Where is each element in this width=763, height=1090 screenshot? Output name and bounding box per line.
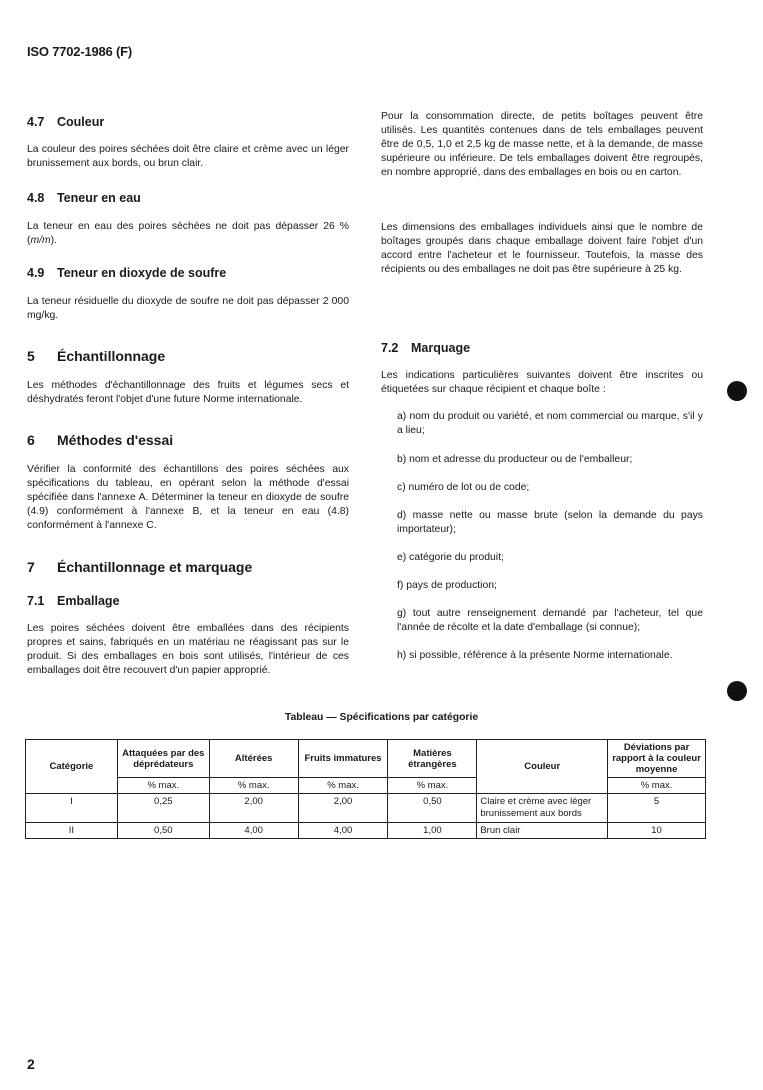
section-title: Marquage — [411, 341, 471, 355]
marking-item-c: c) numéro de lot ou de code; — [397, 482, 530, 493]
text-part: ). — [50, 235, 58, 246]
section-6-heading — [27, 432, 349, 448]
marking-item-h: h) si possible, référence à la présente Norme internationale. — [397, 650, 673, 661]
table-cell: Brun clair — [477, 823, 608, 839]
section-number: 4.9 — [27, 266, 45, 280]
section-number: 7.2 — [381, 341, 399, 355]
unit-cell: % max. — [209, 778, 298, 794]
specification-table — [25, 739, 706, 839]
unit-cell: % max. — [388, 778, 477, 794]
text-emphasis: m/m — [30, 235, 51, 246]
packaging-paragraph-1: Pour la consommation directe, de petits boîtages peuvent être utilisés. Les quantités contenues dans de tels emballages peuvent être de 0,5, 1,0 et 2,5 kg de masse nette, et à la demande, de masse supérieure ou inférieure. De tels emballages doivent être regroupés, en nombre approprié, dans des emballages en bois ou en carton. — [381, 111, 703, 178]
table-row — [26, 823, 706, 839]
section-4-7-heading — [27, 115, 349, 129]
unit-cell: % max. — [117, 778, 209, 794]
section-title: Méthodes d'essai — [57, 432, 174, 448]
header-categorie: Catégorie — [26, 740, 118, 794]
section-4-9-text: La teneur résiduelle du dioxyde de soufre ne doit pas dépasser 2 000 mg/kg. — [27, 296, 349, 321]
table-cell: 0,50 — [388, 794, 477, 823]
section-5-text: Les méthodes d'échantillonnage des fruits et légumes secs et déshydratés feront l'objet d'une future Norme internationale. — [27, 380, 349, 405]
section-6-text: Vérifier la conformité des échantillons des poires séchées aux spécifications du tableau, en opérant selon la méthode d'essai spécifiée dans l'annexe A. Déterminer la teneur en dioxyde de soufre (4.9) conformément à l'annexe B, et la teneur en eau (4.8) conformément à l'annexe C. — [27, 464, 349, 531]
section-title: Teneur en dioxyde de soufre — [57, 266, 227, 280]
table-cell: 4,00 — [298, 823, 388, 839]
table-cell: 0,50 — [117, 823, 209, 839]
section-title: Échantillonnage et marquage — [57, 559, 253, 575]
header-matieres-etrangeres: Matières étrangères — [388, 740, 477, 778]
marking-item-e: e) catégorie du produit; — [397, 552, 504, 563]
section-7-heading — [27, 559, 349, 575]
section-7-1-heading — [27, 594, 349, 608]
table-cell: 2,00 — [298, 794, 388, 823]
page-number: 2 — [27, 1056, 35, 1072]
section-7-2-intro: Les indications particulières suivantes doivent être inscrites ou étiquetées sur chaque récipient et chaque boîte : — [381, 370, 703, 395]
unit-cell: % max. — [608, 778, 706, 794]
marking-item-f: f) pays de production; — [397, 580, 497, 591]
header-fruits-immatures: Fruits immatures — [298, 740, 388, 778]
marking-item-g: g) tout autre renseignement demandé par l'acheteur, tel que l'année de récolte et la date d'emballage (si connue); — [397, 608, 703, 633]
header-deviations: Déviations par rapport à la couleur moyenne — [608, 740, 706, 778]
section-number: 6 — [27, 432, 35, 448]
table-cell: 2,00 — [209, 794, 298, 823]
section-number: 4.8 — [27, 191, 45, 205]
section-7-2-heading — [381, 341, 703, 355]
binder-hole-mark — [727, 681, 747, 701]
section-title: Échantillonnage — [57, 348, 166, 364]
table-cell: 10 — [608, 823, 706, 839]
section-5-heading — [27, 348, 349, 364]
section-title: Teneur en eau — [57, 191, 141, 205]
table-cell: 0,25 — [117, 794, 209, 823]
table-header-row — [26, 740, 706, 778]
section-number: 7.1 — [27, 594, 45, 608]
section-number: 4.7 — [27, 115, 45, 129]
text-part: La teneur en eau des poires séchées ne doit pas dépasser 26 % ( — [27, 221, 349, 246]
table-cell: 4,00 — [209, 823, 298, 839]
header-couleur: Couleur — [477, 740, 608, 794]
section-4-9-heading — [27, 266, 349, 280]
section-number: 5 — [27, 348, 35, 364]
binder-hole-mark — [727, 381, 747, 401]
marking-item-b: b) nom et adresse du producteur ou de l'emballeur; — [397, 454, 633, 465]
section-title: Couleur — [57, 115, 105, 129]
table-row — [26, 794, 706, 823]
section-number: 7 — [27, 559, 35, 575]
marking-item-d: d) masse nette ou masse brute (selon la demande du pays importateur); — [397, 510, 703, 535]
header-alterees: Altérées — [209, 740, 298, 778]
section-title: Emballage — [57, 594, 120, 608]
section-7-1-text: Les poires séchées doivent être emballées dans des récipients propres et sains, fabriqués en un matériau ne réagissant pas sur le produit. Si des emballages en bois sont utilisés, l'intérieur de ces emballages doit être recouvert d'un papier approprié. — [27, 623, 349, 676]
section-4-8-text — [27, 220, 349, 248]
table-cell: I — [26, 794, 118, 823]
packaging-paragraph-2: Les dimensions des emballages individuels ainsi que le nombre de boîtages groupés dans chaque emballage doivent faire l'objet d'un accord entre l'acheteur et le fournisseur. Toutefois, la masse des récipients ou des emballages ne doit pas être supérieure à 25 kg. — [381, 222, 703, 275]
section-4-7-text: La couleur des poires séchées doit être claire et crème avec un léger brunissement aux bords, ou brun clair. — [27, 144, 349, 169]
table-cell: 5 — [608, 794, 706, 823]
table-cell: II — [26, 823, 118, 839]
document-header: ISO 7702-1986 (F) — [27, 44, 132, 59]
table-cell: Claire et crème avec léger brunissement aux bords — [477, 794, 608, 823]
table-caption: Tableau — Spécifications par catégorie — [284, 712, 479, 723]
table-cell: 1,00 — [388, 823, 477, 839]
section-4-8-heading — [27, 191, 349, 205]
marking-item-a: a) nom du produit ou variété, et nom commercial ou marque, s'il y a lieu; — [397, 411, 703, 436]
header-attaquees: Attaquées par des déprédateurs — [117, 740, 209, 778]
unit-cell: % max. — [298, 778, 388, 794]
